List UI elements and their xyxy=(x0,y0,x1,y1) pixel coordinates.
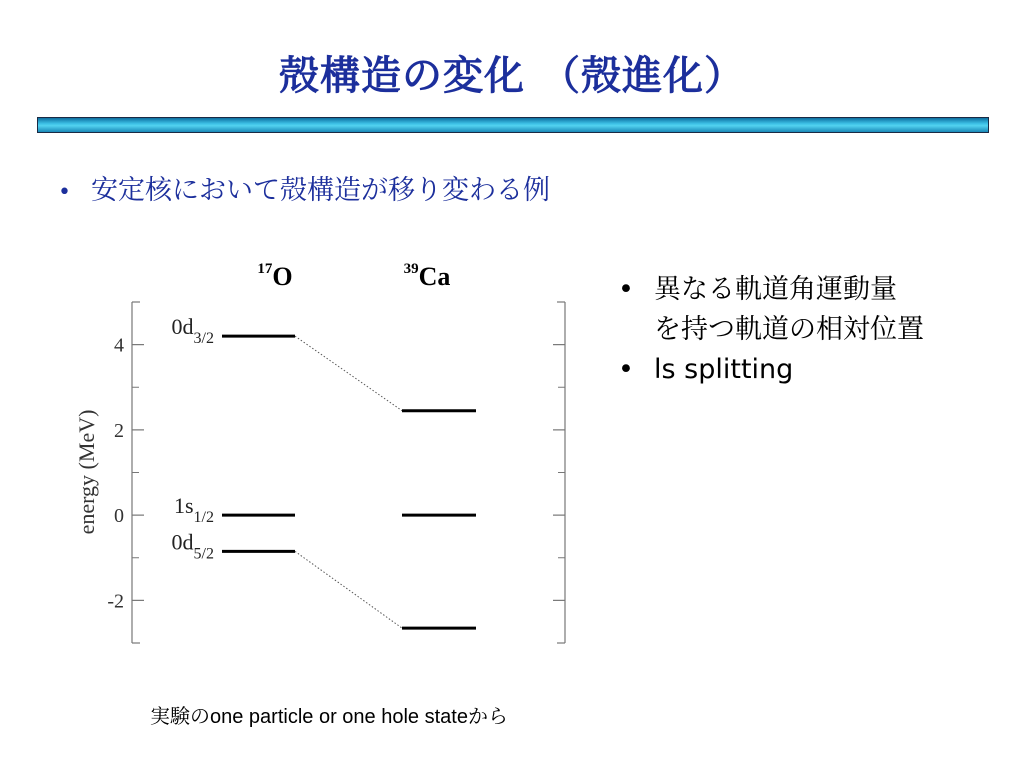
y-tick-label: 0 xyxy=(114,505,124,528)
main-bullet-text: 安定核において殻構造が移り変わる例 xyxy=(90,175,550,206)
main-bullet xyxy=(58,168,550,207)
bullet-dot: • xyxy=(58,180,71,205)
level-name: 1s xyxy=(173,493,194,519)
level-sub: 3/2 xyxy=(193,330,214,348)
nucleus-label-ca xyxy=(404,261,451,291)
side-bullet-line: 異なる軌道角運動量 xyxy=(654,274,897,305)
level-label xyxy=(174,493,214,526)
level-label xyxy=(172,529,214,562)
y-tick-label: 2 xyxy=(114,419,124,442)
side-bullet-line: を持つ軌道の相対位置 xyxy=(654,314,924,345)
level-name: 0d xyxy=(171,314,194,340)
nucleus-mass-o: 17 xyxy=(257,261,273,277)
nucleus-symbol-o: O xyxy=(272,262,293,291)
y-tick-label: -2 xyxy=(107,590,124,613)
level-sub: 5/2 xyxy=(193,545,214,563)
level-label xyxy=(172,314,214,347)
y-axis-label: energy (MeV) xyxy=(74,409,99,535)
level-name: 0d xyxy=(171,529,194,555)
side-bullet-line: ls splitting xyxy=(654,354,794,385)
y-tick-label: 4 xyxy=(114,334,124,357)
slide-title: 殻構造の変化 （殻進化） xyxy=(279,53,745,99)
level-connector xyxy=(295,336,402,411)
level-connector xyxy=(295,551,402,628)
title-divider-bar xyxy=(37,117,989,133)
side-bullet-item xyxy=(618,270,1018,350)
nucleus-mass-ca: 39 xyxy=(403,261,419,277)
bullet-dot: • xyxy=(618,354,634,385)
nucleus-label-o xyxy=(257,261,292,291)
source-caption: 実験のone particle or one hole stateから xyxy=(150,706,508,728)
bullet-dot: • xyxy=(618,274,634,305)
nucleus-symbol-ca: Ca xyxy=(418,262,451,291)
side-bullet-list xyxy=(618,270,1018,390)
level-sub: 1/2 xyxy=(193,509,214,527)
side-bullet-item xyxy=(618,350,1018,390)
level-diagram xyxy=(60,240,580,660)
